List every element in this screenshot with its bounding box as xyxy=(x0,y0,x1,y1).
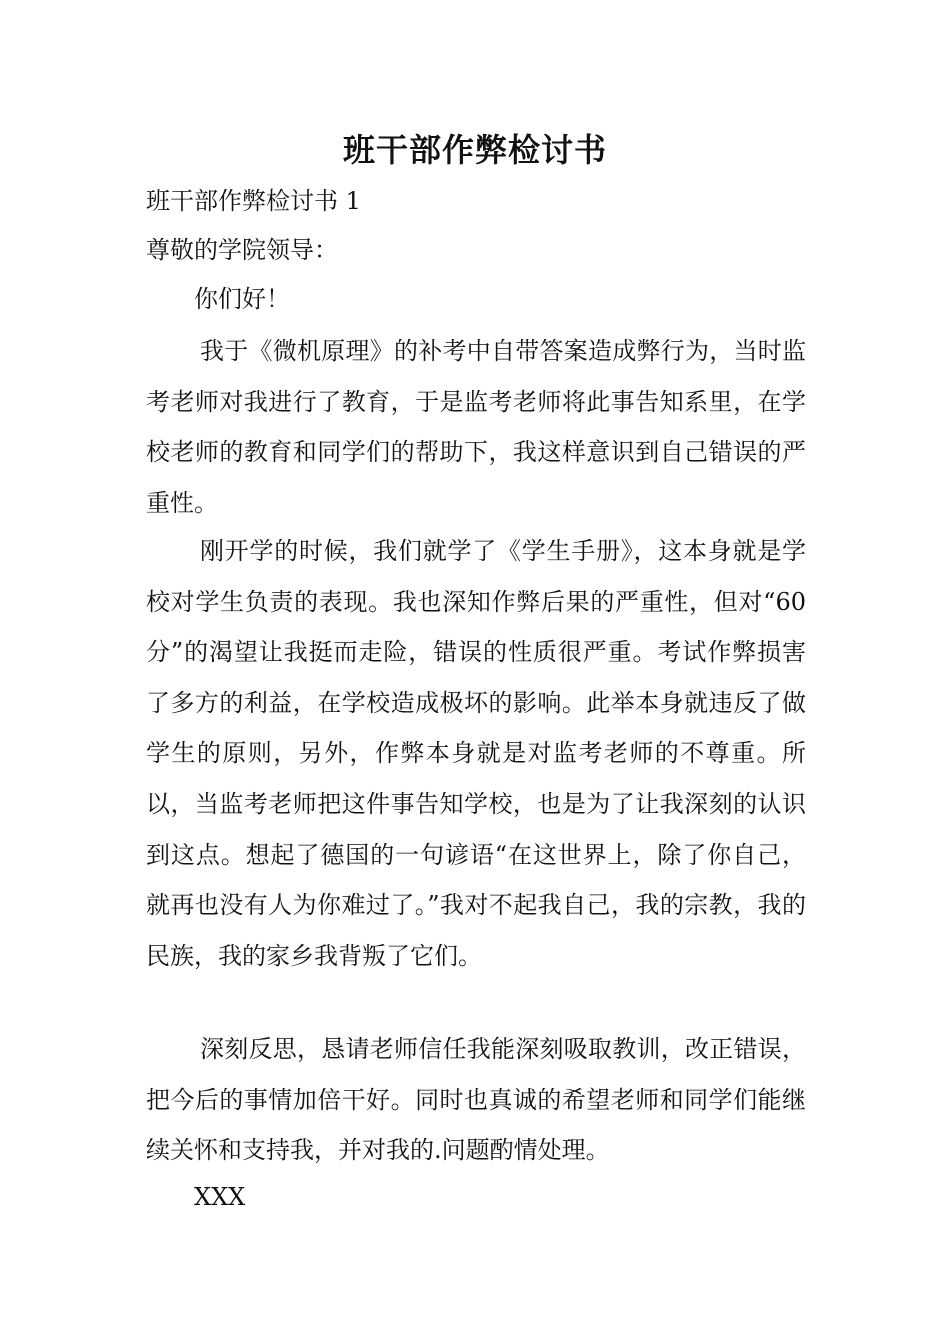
paragraph-1: 我于《微机原理》的补考中自带答案造成弊行为，当时监考老师对我进行了教育，于是监考老师将此事告知系里，在学校老师的教育和同学们的帮助下，我这样意识到自己错误的严重性。 xyxy=(146,337,806,517)
paragraph-3: 深刻反思，恳请老师信任我能深刻吸取教训，改正错误，把今后的事情加倍干好。同时也真诚的希望老师和同学们能继续关怀和支持我，并对我的.问题酌情处理。 xyxy=(146,1035,806,1165)
document-title: 班干部作弊检讨书 xyxy=(342,131,607,169)
document-subtitle: 班干部作弊检讨书 1 xyxy=(146,187,361,215)
greeting: 你们好！ xyxy=(194,285,290,313)
salutation: 尊敬的学院领导： xyxy=(146,236,338,264)
paragraph-2: 刚开学的时候，我们就学了《学生手册》，这本身就是学校对学生负责的表现。我也深知作弊后果的严重性，但对“60 分”的渴望让我挺而走险，错误的性质很严重。考试作弊损害了多方的利益，在学校造成极坏的影响。此举本身就违反了做学生的原则，另外，作弊本身就是对监考老师的不尊重。所以，当监考老师把这件事告知学校，也是为了让我深刻的认识到这点。想起了德国的一句谚语“在这世界上，除了你自己，就再也没有人为你难过了。”我对不起我自己，我的宗教，我的民族，我的家乡我背叛了它们。 xyxy=(146,537,806,970)
signature: XXX xyxy=(194,1183,246,1211)
